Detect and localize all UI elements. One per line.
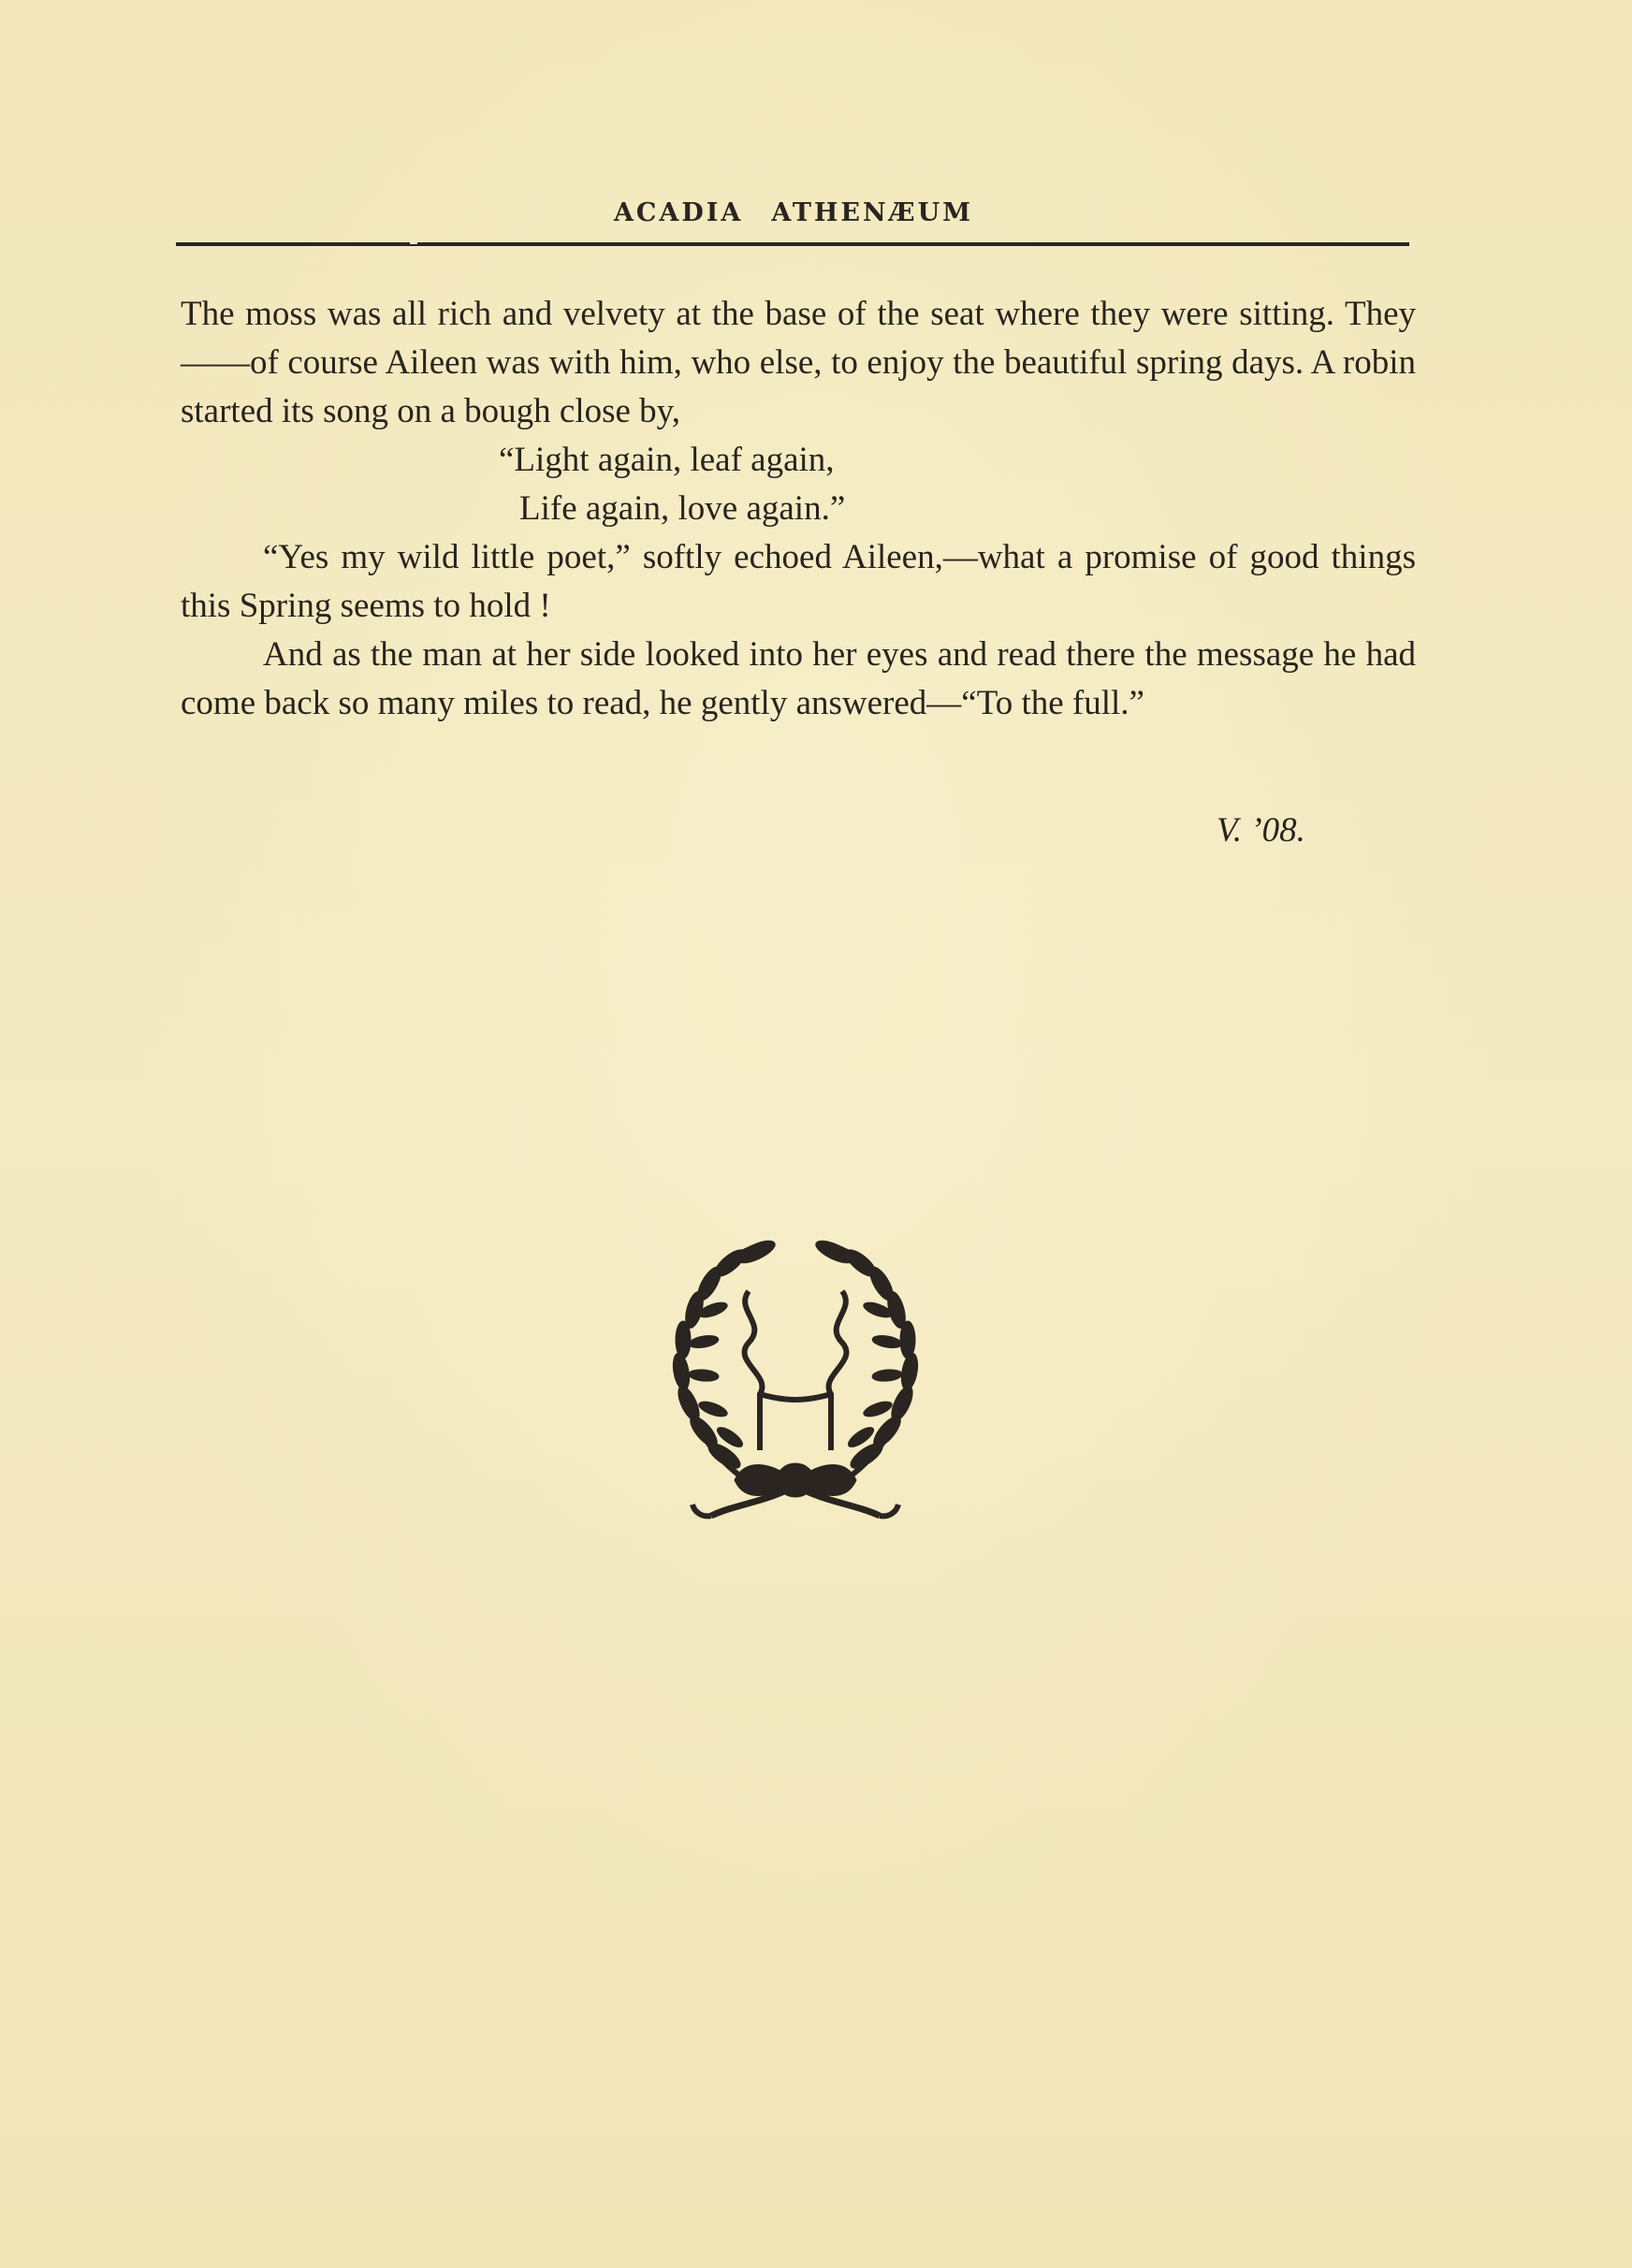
running-header bbox=[178, 198, 1409, 227]
laurel-wreath-icon bbox=[655, 1235, 936, 1525]
header-rule-break bbox=[410, 241, 417, 244]
verse-line-1: “Light again, leaf again, bbox=[499, 441, 835, 479]
robin-verse bbox=[181, 436, 1416, 533]
paragraph-aileen-reply: “Yes my wild little poet,” softly echoed Aileen,—what a promise of good things this Spring seems to hold ! bbox=[181, 538, 1416, 625]
header-rule bbox=[176, 242, 1409, 246]
story-text bbox=[181, 290, 1416, 728]
paragraph-answer: And as the man at her side looked into her eyes and read there the message he had come back so many miles to read, he gently answered—“To the full.” bbox=[181, 635, 1416, 722]
verse-line-2: Life again, love again.” bbox=[519, 489, 846, 528]
paragraph-moss: The moss was all rich and velvety at the base of the seat where they were sitting. They——of course Aileen was with him, who else, to enjoy the beautiful spring days. A robin started its song on a bough close by, bbox=[181, 295, 1416, 430]
header-word-athenaeum: ATHENÆUM bbox=[771, 198, 974, 227]
author-signature: V. ’08. bbox=[1217, 811, 1305, 850]
header-word-acadia: ACADIA bbox=[613, 198, 744, 227]
